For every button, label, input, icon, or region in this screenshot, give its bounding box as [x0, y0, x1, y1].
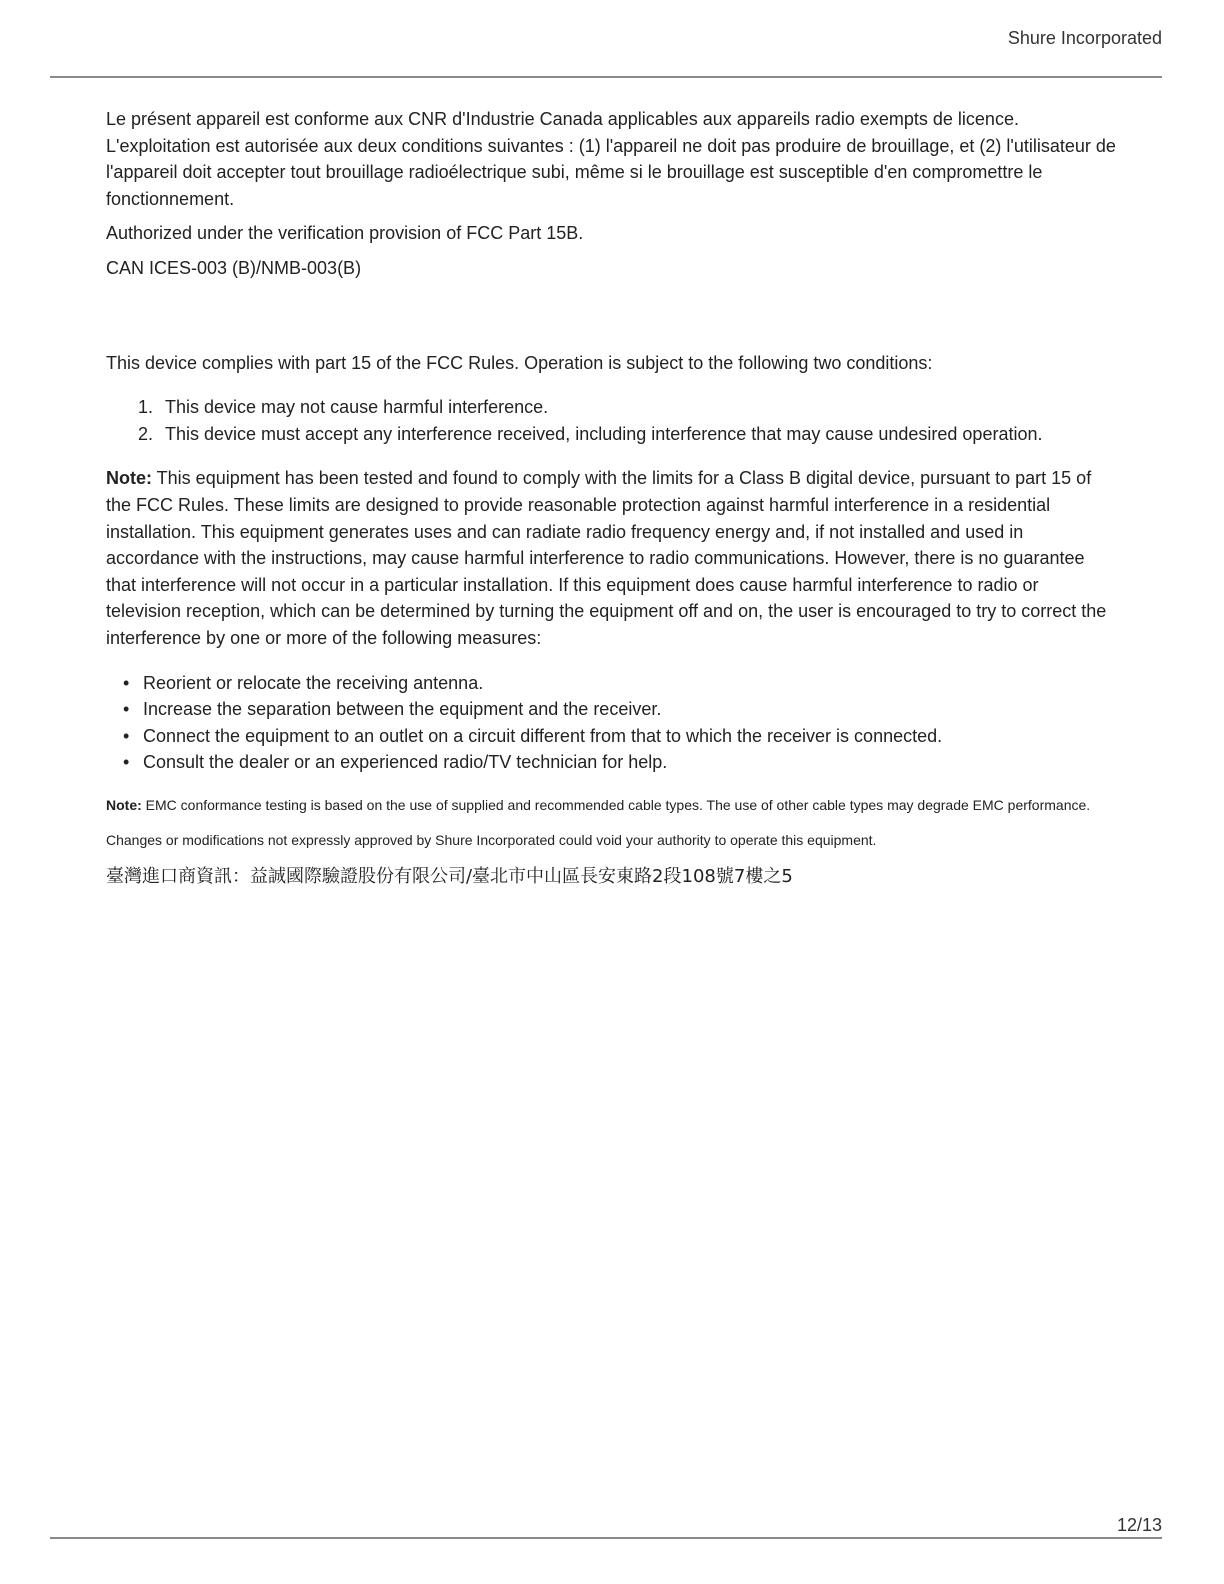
list-item	[106, 696, 1116, 723]
note-text: This equipment has been tested and found to comply with the limits for a Class B digital device, pursuant to part 15 of the FCC Rules. These limits are designed to provide reasonable protection against harmful interference in a residential installation. This equipment generates uses and can radiate radio frequency energy and, if not installed and used in accordance with the instructions, may cause harmful interference to radio communications. However, there is no guarantee that interference will not occur in a particular installation. If this equipment does cause harmful interference to radio or television reception, which can be determined by turning the equipment off and on, the user is encouraged to try to correct the interference by one or more of the following measures:	[106, 468, 1107, 648]
fcc-intro-paragraph: This device complies with part 15 of the FCC Rules. Operation is subject to the following two conditions:	[106, 352, 933, 373]
list-item	[106, 421, 1116, 448]
emc-note-label: Note:	[106, 796, 142, 813]
fcc-authorization-text: Authorized under the verification provision of FCC Part 15B.	[106, 223, 584, 244]
footer-divider	[50, 1537, 1162, 1539]
header-divider	[50, 76, 1162, 78]
modifications-warning: Changes or modifications not expressly approved by Shure Incorporated could void your authority to operate this equipment.	[106, 831, 877, 848]
document-body	[106, 106, 1116, 890]
note-label: Note:	[106, 468, 152, 489]
list-item	[106, 749, 1116, 776]
bullet-icon: •	[123, 699, 130, 720]
bullet-icon: •	[123, 672, 130, 693]
page-number: 12/13	[1116, 1515, 1162, 1535]
emc-note-text: EMC conformance testing is based on the use of supplied and recommended cable types. The use of other cable types may degrade EMC performance.	[141, 796, 1091, 813]
ices-compliance-text: CAN ICES-003 (B)/NMB-003(B)	[106, 257, 362, 278]
list-item-text: Reorient or relocate the receiving antenna.	[143, 672, 484, 693]
list-item-text: Increase the separation between the equipment and the receiver.	[143, 699, 662, 720]
list-item-text: This device may not cause harmful interference.	[165, 397, 549, 418]
list-item	[106, 723, 1116, 750]
list-item-text: This device must accept any interference received, including interference that may cause undesired operation.	[165, 423, 1043, 444]
list-item-text: Connect the equipment to an outlet on a circuit different from that to which the receiver is connected.	[143, 725, 943, 746]
list-item-text: Consult the dealer or an experienced radio/TV technician for help.	[143, 752, 668, 773]
french-compliance-paragraph: Le présent appareil est conforme aux CNR d'Industrie Canada applicables aux appareils radio exempts de licence. L'exploitation est autorisée aux deux conditions suivantes : (1) l'appareil ne doit pas produire de brouillage, et (2) l'utilisateur de l'appareil doit accepter tout brouillage radioélectrique subi, même si le brouillage est susceptible d'en compromettre le fonctionnement.	[106, 109, 1116, 209]
list-number: 1.	[138, 397, 154, 418]
header-company-name: Shure Incorporated	[1007, 28, 1162, 48]
emc-note-paragraph	[106, 794, 1116, 816]
bullet-icon: •	[123, 725, 130, 746]
interference-measures-list	[106, 670, 1116, 776]
list-number: 2.	[138, 423, 154, 444]
list-item	[106, 670, 1116, 697]
bullet-icon: •	[123, 752, 130, 773]
list-item	[106, 394, 1116, 421]
fcc-conditions-list	[106, 394, 1116, 447]
taiwan-importer-info: 臺灣進口商資訊：益誠國際驗證股份有限公司/臺北市中山區長安東路2段108號7樓之5	[106, 865, 793, 887]
class-b-note-paragraph	[106, 465, 1116, 651]
